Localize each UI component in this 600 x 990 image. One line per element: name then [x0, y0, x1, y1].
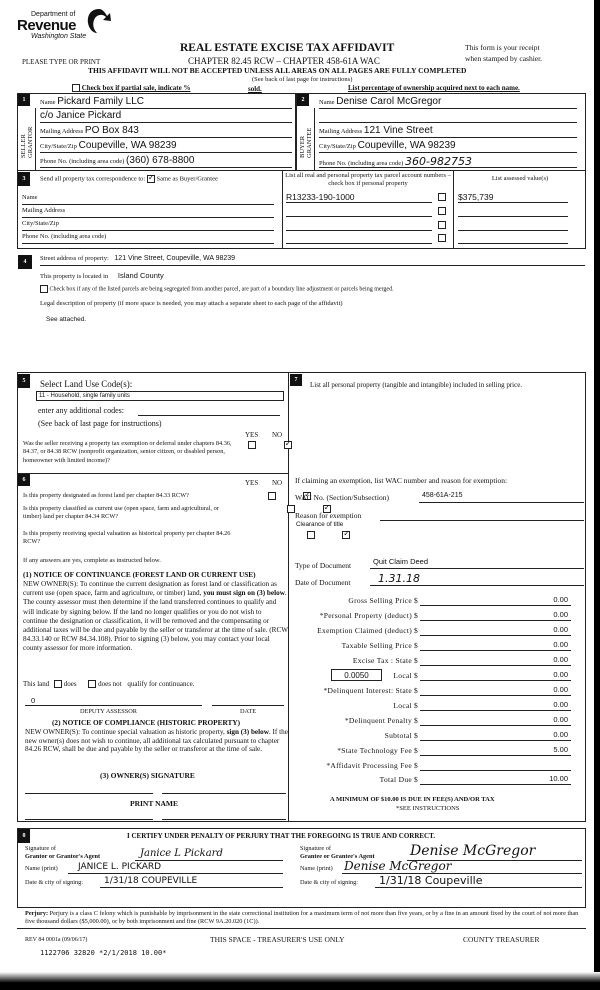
- parcel-personal-checkbox[interactable]: [438, 221, 446, 229]
- exemption-question: Was the seller receiving a property tax exemption or deferral under chapters 84.36, 84.37, or 84.38 RCW (nonprofit organization, senior citizen, or disabled person, homeowner with limited income)?: [23, 440, 232, 464]
- dollar-sign: $: [414, 641, 418, 650]
- parcel-number-field[interactable]: [286, 220, 432, 231]
- grantor-sig-label: [25, 845, 100, 860]
- assessed-value-field[interactable]: [458, 233, 568, 244]
- s3-name-label: Name: [22, 194, 38, 201]
- notice1-bold: you must sign on (3) below: [203, 589, 285, 598]
- amount-value[interactable]: 0.00: [553, 595, 568, 604]
- parcel-row: [286, 206, 586, 219]
- amount-row-delinquent-penalty: [300, 714, 585, 728]
- section-4-number: 4: [18, 255, 32, 269]
- s6-no-header: NO: [272, 479, 283, 487]
- treasurer-stamp: 1122706 32820 *2/1/2018 10.00*: [40, 949, 167, 957]
- seller-name-value: Pickard Family LLC: [57, 96, 144, 107]
- if-yes-note: If any answers are yes, complete as instructed below.: [23, 557, 161, 564]
- amount-value[interactable]: 0.00: [553, 715, 568, 724]
- qualify-label: qualify for continuance.: [127, 680, 195, 688]
- assessed-value-field[interactable]: [458, 220, 568, 231]
- street-address-value[interactable]: 121 Vine Street, Coupeville, WA 98239: [114, 255, 236, 262]
- land-use-select[interactable]: 11 - Household, single family units: [36, 391, 284, 401]
- additional-codes-label: enter any additional codes:: [38, 406, 124, 415]
- grantee-sig-label: [300, 845, 375, 860]
- amount-row-exemption-claimed: [300, 624, 585, 638]
- s3-phone-field[interactable]: [22, 233, 274, 244]
- partial-sale-sold: sold.: [248, 85, 262, 93]
- amount-row-gross-selling-price: [300, 594, 585, 608]
- parcel-row: [286, 233, 586, 246]
- dollar-sign: $: [414, 716, 418, 725]
- notice2-text: [25, 728, 288, 754]
- print-name-field-2[interactable]: [162, 812, 286, 820]
- amount-row-excise-tax-state: [300, 654, 585, 668]
- grantee-signature-field[interactable]: Denise McGregor: [407, 843, 582, 861]
- county-value[interactable]: Island County: [117, 271, 164, 280]
- amount-value[interactable]: 0.00: [553, 610, 568, 619]
- dollar-sign: $: [414, 596, 418, 605]
- does-label: does: [63, 680, 77, 688]
- notice2-p1: NEW OWNER(S): To continue special valuation as historic property,: [25, 728, 227, 736]
- buyer-name-label: Name: [319, 99, 335, 106]
- section-3-divider-1: [282, 171, 283, 249]
- grantor-label: GRANTOR: [27, 126, 34, 158]
- notice1-title: (1) NOTICE OF CONTINUANCE (FOREST LAND OR CURRENT USE): [23, 570, 256, 579]
- grantee-name-label: Name (print): [300, 865, 333, 872]
- amount-label: *Delinquent Penalty: [344, 716, 412, 725]
- amount-label: Excise Tax : State: [352, 656, 412, 665]
- amount-value[interactable]: 0.00: [553, 700, 568, 709]
- section-2-number: 2: [297, 94, 309, 106]
- dollar-sign: $: [414, 701, 418, 710]
- same-as-buyer-label: Same as Buyer/Grantee: [156, 175, 218, 183]
- amount-value[interactable]: 0.00: [553, 730, 568, 739]
- seller-name2-field[interactable]: [40, 110, 292, 123]
- assessed-value-field[interactable]: $375,739: [458, 192, 568, 203]
- dollar-sign: $: [414, 761, 418, 770]
- current-use-question: Is this property classified as current use (open space, farm and agricultural, or timber) land per chapter 84.34 RCW?: [23, 505, 219, 521]
- amount-value[interactable]: 0.00: [553, 655, 568, 664]
- dollar-sign: $: [414, 775, 418, 784]
- does-checkbox[interactable]: [54, 680, 62, 688]
- historical-question: Is this property receiving special valuation as historical property per chapter 84.26 RCW?: [23, 530, 231, 546]
- land-use-label: Select Land Use Code(s):: [40, 379, 133, 389]
- notice1-p1: NEW OWNER(S): To continue the current designation as forest land or classification as current use (open space, farm and agriculture, or timber) land,: [23, 580, 277, 598]
- s3-phone-label: Phone No. (including area code): [22, 233, 107, 240]
- send-correspondence-label: Send all property tax correspondence to:: [40, 175, 146, 183]
- reason-value[interactable]: Clearance of title: [296, 521, 344, 528]
- section-1-number: 1: [18, 94, 30, 106]
- does-not-label: does not: [98, 680, 122, 688]
- additional-codes-row: [38, 406, 124, 415]
- grantee-date-label: Date & city of signing:: [300, 879, 359, 886]
- buyer-city-value: Coupeville, WA 98239: [357, 140, 456, 151]
- scan-edge-bottom: [0, 972, 600, 990]
- completion-warning: THIS AFFIDAVIT WILL NOT BE ACCEPTED UNLESS ALL AREAS ON ALL PAGES ARE FULLY COMPLETED: [88, 66, 467, 75]
- amount-row-total-due: [300, 773, 585, 787]
- please-type: PLEASE TYPE OR PRINT: [22, 58, 101, 66]
- notice2-p2: . If the new owner(s) does not wish to continue, all additional tax calculated pursuant to chapter 84.26 RCW, shall be due and payable by the seller or transferor at the time of sale.: [25, 728, 288, 754]
- deputy-assessor-label: DEPUTY ASSESSOR: [80, 708, 137, 715]
- amount-label: Subtotal: [384, 731, 412, 740]
- amount-label: *Personal Property (deduct): [319, 611, 412, 620]
- section-8-number: 8: [18, 829, 30, 843]
- seller-name-label: Name: [40, 99, 56, 106]
- notice1-text: [23, 580, 288, 654]
- grantee-sig-label-1: Signature of: [300, 845, 331, 852]
- parcels-header: List all real and personal property tax parcel account numbers – check box if personal property: [285, 172, 451, 187]
- grantor-signature-field[interactable]: Janice L Pickard: [135, 848, 283, 861]
- s3-city-field[interactable]: [22, 220, 274, 231]
- dor-logo: [15, 5, 125, 45]
- amount-value[interactable]: 0.00: [553, 670, 568, 679]
- doc-type-label: Type of Document: [295, 561, 352, 570]
- amount-label: *Delinquent Interest: State: [323, 686, 412, 695]
- amount-row-state-technology-fee: [300, 744, 585, 758]
- perjury-text: Perjury is a class C felony which is punishable by imprisonment in the state correctional institution for a maximum term of not more than five years, or by a fine in an amount fixed by the court of not more than five thousand dollars ($5,000.00), or by both imprisonment and fine (RCW 9A.20.020 (1C)).: [25, 910, 579, 925]
- partial-sale-row: [72, 84, 190, 92]
- wac-field[interactable]: 458-61A-215: [419, 492, 584, 503]
- section-7-number: 7: [290, 374, 302, 386]
- buyer-side-label: [297, 120, 313, 160]
- amount-label: Local: [393, 701, 412, 710]
- print-name-field-1[interactable]: [25, 812, 153, 820]
- print-name-label: PRINT NAME: [130, 799, 178, 808]
- certify-statement: I CERTIFY UNDER PENALTY OF PERJURY THAT THE FOREGOING IS TRUE AND CORRECT.: [127, 832, 436, 840]
- county-label: This property is located in: [40, 273, 109, 280]
- partial-sale-checkbox[interactable]: [72, 84, 80, 92]
- doc-date-field[interactable]: 1.31.18: [370, 572, 584, 586]
- amount-value[interactable]: 10.00: [549, 774, 568, 783]
- grantor-date-field[interactable]: 1/31/18 COUPEVILLE: [100, 876, 283, 888]
- parcel-personal-checkbox[interactable]: [438, 207, 446, 215]
- perjury-notice: [25, 910, 585, 926]
- dollar-sign: $: [414, 731, 418, 740]
- parcel-row: [286, 220, 586, 233]
- amount-row-delinquent-interest-state: [300, 684, 585, 698]
- seller-side-divider: [35, 108, 36, 171]
- dollar-sign: $: [414, 656, 418, 665]
- seller-mailing-value: PO Box 843: [84, 125, 139, 136]
- dollar-sign: $: [414, 611, 418, 620]
- amount-label: Local: [393, 671, 412, 680]
- grantor-sig-label-1: Signature of: [25, 845, 56, 852]
- owner-signature-field-2[interactable]: [162, 786, 286, 794]
- parcel-personal-checkbox[interactable]: [438, 234, 446, 242]
- receipt-note-2: when stamped by cashier.: [465, 54, 543, 63]
- s5-see-back: (See back of last page for instructions): [38, 419, 162, 428]
- does-not-checkbox[interactable]: [88, 680, 96, 688]
- exemption-yes-checkbox[interactable]: [248, 441, 256, 449]
- amount-row-delinquent-interest-local: [300, 699, 585, 713]
- amount-label: Gross Selling Price: [348, 596, 412, 605]
- continuance-row: [23, 680, 194, 688]
- amount-row-affidavit-processing-fee: [300, 759, 585, 773]
- doc-type-field[interactable]: Quit Claim Deed: [370, 557, 584, 569]
- forest-land-question: Is this property designated as forest land per chapter 84.33 RCW?: [23, 492, 189, 499]
- dollar-sign: $: [414, 686, 418, 695]
- grantee-date-field[interactable]: 1/31/18 Coupeville: [375, 874, 582, 888]
- ownership-note: List percentage of ownership acquired next to each name.: [348, 84, 520, 92]
- see-back-note: (See back of last page for instructions): [252, 76, 353, 83]
- buyer-mailing-value: 121 Vine Street: [363, 125, 433, 136]
- section-5-number: 5: [18, 374, 30, 388]
- county-treasurer-label: COUNTY TREASURER: [463, 935, 540, 944]
- seller-phone-value: (360) 678-8800: [126, 155, 195, 166]
- reason-line: [380, 510, 584, 521]
- same-as-buyer-checkbox[interactable]: [147, 175, 155, 183]
- form-title: REAL ESTATE EXCISE TAX AFFIDAVIT: [180, 42, 395, 54]
- footer-divider: [17, 928, 586, 929]
- buyer-city-field[interactable]: [319, 140, 577, 153]
- buyer-mailing-field[interactable]: [319, 125, 577, 138]
- reason-label: Reason for exemption: [295, 511, 362, 520]
- exemption-label: If claiming an exemption, list WAC number and reason for exemption:: [295, 476, 508, 485]
- buyer-side-divider: [314, 108, 315, 171]
- send-correspondence-row: [40, 175, 218, 183]
- receipt-note-1: This form is your receipt: [465, 43, 540, 52]
- seller-label: SELLER: [20, 134, 27, 158]
- amount-value[interactable]: 5.00: [553, 745, 568, 754]
- logo-revenue-text: Revenue: [17, 17, 77, 34]
- buyer-name2-field[interactable]: [319, 110, 577, 123]
- assessor-date-label: DATE: [240, 708, 257, 715]
- seller-city-label: City/State/Zip: [40, 143, 77, 150]
- notice2-title: (2) NOTICE OF COMPLIANCE (HISTORIC PROPERTY): [52, 718, 241, 727]
- forest-land-yes-checkbox[interactable]: [268, 492, 276, 500]
- parcel-number-field[interactable]: R13233-190-1000: [286, 192, 432, 203]
- section-3-number: 3: [18, 172, 30, 186]
- notice1-p2: . The county assessor must then determine if the land transferred continues to qualify and will indicate by signing below. If the land no longer qualifies or you do not wish to continue the designation or classification, it will be removed and the compensating or additional taxes will be due and payable by the seller or transferor at the time of sale. (RCW 84.33.140 or RCW 84.34.108). Prior to signing (3) below, you may contact your local county assessor for more information.: [23, 589, 288, 653]
- buyer-phone-label: Phone No. (including area code): [319, 160, 404, 167]
- logo-dept-text: Department of: [31, 11, 76, 18]
- amount-value[interactable]: 0.00: [553, 640, 568, 649]
- minimum-due-note: A MINIMUM OF $10.00 IS DUE IN FEE(S) AND/OR TAX: [330, 796, 495, 803]
- treasurer-use-label: THIS SPACE - TREASURER'S USE ONLY: [210, 935, 345, 944]
- s5-yes-header: YES: [245, 431, 259, 439]
- amount-row-excise-tax-local: [300, 669, 585, 683]
- seller-city-value: Coupeville, WA 98239: [78, 140, 177, 151]
- seller-mailing-field[interactable]: [40, 125, 292, 138]
- see-instructions-note: *SEE INSTRUCTIONS: [396, 805, 460, 812]
- seller-phone-field[interactable]: [40, 155, 292, 168]
- dollar-sign: $: [414, 626, 418, 635]
- amount-label: Exemption Claimed (deduct): [317, 626, 412, 635]
- street-address-label: Street address of property:: [40, 255, 109, 262]
- buyer-label: BUYER: [299, 135, 306, 158]
- segregated-checkbox[interactable]: [40, 285, 48, 293]
- seller-side-label: [18, 120, 34, 160]
- form-revision: REV 84 0001a (09/06/17): [25, 937, 88, 943]
- form-chapters: CHAPTER 82.45 RCW – CHAPTER 458-61A WAC: [188, 56, 380, 66]
- seller-name-field[interactable]: [40, 96, 292, 109]
- segregated-label: Check box if any of the listed parcels are being segregated from another parcel, are part of a boundary line adjustment or parcels being merged.: [49, 286, 394, 293]
- grantee-name-field[interactable]: Denise McGregor: [342, 860, 582, 874]
- grantor-name-label: Name (print): [25, 865, 58, 872]
- seller-mailing-label: Mailing Address: [40, 128, 84, 135]
- local-rate-box[interactable]: 0.0050: [331, 669, 382, 681]
- buyer-phone-field[interactable]: [319, 155, 577, 168]
- additional-codes-field[interactable]: [138, 406, 280, 416]
- s3-name-field[interactable]: [22, 194, 274, 205]
- grantor-sig-label-2: Grantor or Grantor's Agent: [25, 852, 101, 860]
- amount-label: Taxable Selling Price: [341, 641, 412, 650]
- wac-row: [295, 493, 389, 502]
- buyer-phone-value: 360-982753: [405, 155, 473, 168]
- deputy-assessor-field[interactable]: 0: [25, 696, 202, 706]
- amount-label: *State Technology Fee: [337, 746, 412, 755]
- s3-mailing-field[interactable]: [22, 207, 274, 218]
- amount-row-taxable-selling-price: [300, 639, 585, 653]
- scan-edge: [594, 0, 600, 990]
- parcel-number-field[interactable]: [286, 233, 432, 244]
- owner-signature-field-1[interactable]: [25, 786, 153, 794]
- seller-phone-label: Phone No. (including area code): [40, 158, 125, 165]
- dollar-sign: $: [414, 746, 418, 755]
- this-land-label: This land: [23, 680, 50, 688]
- partial-sale-label: Check box if partial sale, indicate %: [81, 84, 191, 92]
- amount-label: *Affidavit Processing Fee: [326, 761, 412, 770]
- grantee-label: GRANTEE: [306, 127, 313, 158]
- parcel-personal-checkbox[interactable]: [438, 193, 446, 201]
- amount-label: Total Due: [379, 775, 412, 784]
- seller-name2-value: c/o Janice Pickard: [40, 110, 122, 121]
- grantee-sig-label-2: Grantee or Grantee's Agent: [300, 852, 375, 860]
- s3-mailing-label: Mailing Address: [22, 207, 66, 214]
- grantor-date-label: Date & city of signing:: [25, 879, 84, 886]
- s6-yes-header: YES: [245, 479, 259, 487]
- dollar-sign: $: [414, 671, 418, 680]
- legal-label: Legal description of property (if more space is needed, you may attach a separate sheet to each page of the affidavit): [40, 300, 343, 307]
- notice2-bold: sign (3) below: [226, 728, 269, 736]
- parcel-number-field[interactable]: [286, 206, 432, 217]
- doc-date-label: Date of Document: [295, 578, 351, 587]
- amount-value[interactable]: 0.00: [553, 685, 568, 694]
- buyer-name-field[interactable]: [319, 96, 577, 109]
- assessed-header: List assessed value(s): [491, 175, 549, 182]
- street-address-row: [40, 255, 585, 266]
- assessor-date-field[interactable]: [212, 696, 284, 706]
- perjury-bold: Perjury:: [25, 910, 49, 917]
- s5-no-header: NO: [272, 431, 283, 439]
- county-row: [40, 271, 164, 280]
- grantor-name-field[interactable]: JANICE L. PICKARD: [68, 862, 283, 874]
- personal-property-label: List all personal property (tangible and intangible) included in selling price.: [310, 381, 523, 389]
- buyer-city-label: City/State/Zip: [319, 143, 356, 150]
- wac-label: WAC No. (Section/Subsection): [295, 493, 389, 502]
- amount-row-personal-property: [300, 609, 585, 623]
- amount-value[interactable]: 0.00: [553, 625, 568, 634]
- legal-description[interactable]: See attached.: [46, 316, 87, 323]
- logo-wave-icon: [85, 7, 113, 35]
- logo-state-text: Washington State: [31, 33, 87, 40]
- seller-city-field[interactable]: [40, 140, 292, 153]
- s3-city-label: City/State/Zip: [22, 220, 59, 227]
- owner-signature-label: (3) OWNER(S) SIGNATURE: [100, 771, 195, 780]
- buyer-mailing-label: Mailing Address: [319, 128, 363, 135]
- section-6-number: 6: [18, 474, 30, 486]
- segregated-row: [40, 285, 394, 293]
- amount-row-subtotal: [300, 729, 585, 743]
- assessed-value-field[interactable]: [458, 206, 568, 217]
- buyer-name-value: Denise Carol McGregor: [336, 96, 442, 107]
- parcel-row: [286, 192, 586, 205]
